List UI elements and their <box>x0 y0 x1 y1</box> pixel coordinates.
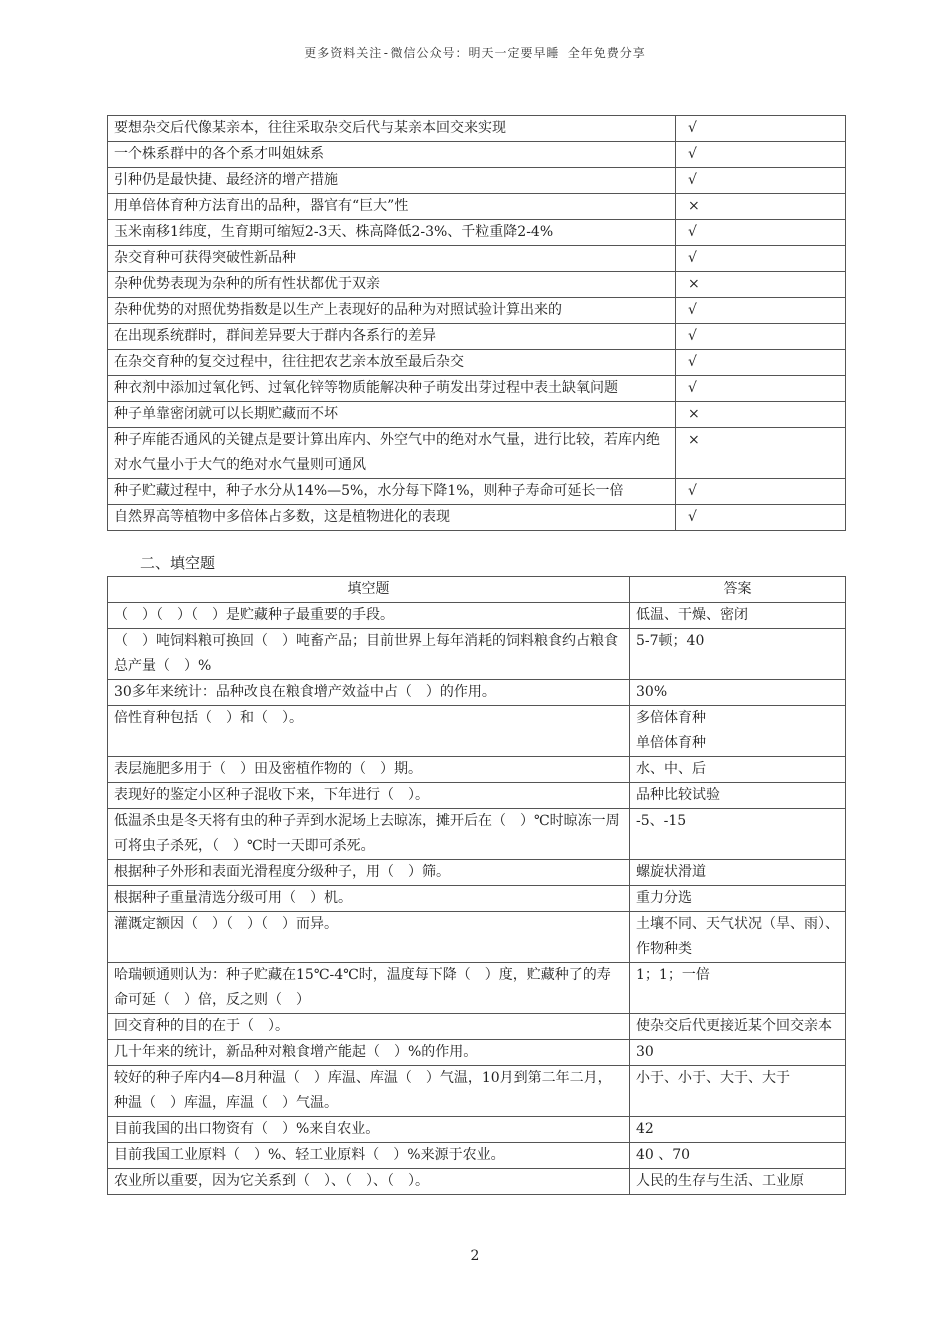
answer-cell: √ <box>676 142 846 168</box>
table-row <box>108 220 846 246</box>
table-row <box>108 706 846 757</box>
table-row <box>108 116 846 142</box>
answer-cell: 螺旋状滑道 <box>630 860 846 886</box>
question-cell: 农业所以重要，因为它关系到（ ）、（ ）、（ ）。 <box>108 1169 630 1195</box>
answer-cell: √ <box>676 324 846 350</box>
answer-cell: √ <box>676 350 846 376</box>
question-cell: 哈瑞顿通则认为：种子贮藏在15℃-4℃时，温度每下降（ ）度，贮藏种了的寿命可延（ ）倍，反之则（ ） <box>108 963 630 1014</box>
question-cell: 较好的种子库内4—8月种温（ ）库温、库温（ ）气温，10月到第二年二月，种温（ ）库温，库温（ ）气温。 <box>108 1066 630 1117</box>
fill-blank-table <box>107 576 846 1195</box>
question-cell: 目前我国的出口物资有（ ）%来自农业。 <box>108 1117 630 1143</box>
answer-cell: 低温、干燥、密闭 <box>630 603 846 629</box>
question-cell: 种子贮藏过程中，种子水分从14%—5%，水分每下降1%，则种子寿命可延长一倍 <box>108 479 676 505</box>
table-row <box>108 402 846 428</box>
question-cell: 要想杂交后代像某亲本，往往采取杂交后代与某亲本回交来实现 <box>108 116 676 142</box>
answer-cell: 水、中、后 <box>630 757 846 783</box>
answer-cell: 土壤不同、天气状况（旱、雨）、作物种类 <box>630 912 846 963</box>
answer-cell: 人民的生存与生活、工业原 <box>630 1169 846 1195</box>
question-cell: 杂种优势表现为杂种的所有性状都优于双亲 <box>108 272 676 298</box>
table-row <box>108 629 846 680</box>
question-cell: 一个株系群中的各个系才叫姐妹系 <box>108 142 676 168</box>
answer-cell: -5、-15 <box>630 809 846 860</box>
question-cell: 根据种子外形和表面光滑程度分级种子，用（ ）筛。 <box>108 860 630 886</box>
answer-cell: √ <box>676 246 846 272</box>
question-cell: 在出现系统群时，群间差异要大于群内各系行的差异 <box>108 324 676 350</box>
answer-cell: √ <box>676 376 846 402</box>
question-cell: 在杂交育种的复交过程中，往往把农艺亲本放至最后杂交 <box>108 350 676 376</box>
true-false-body <box>108 116 846 531</box>
table-row <box>108 860 846 886</box>
table-row <box>108 912 846 963</box>
fill-blank-body <box>108 603 846 1195</box>
answer-cell: 重力分选 <box>630 886 846 912</box>
answer-cell: × <box>676 428 846 479</box>
table-row <box>108 376 846 402</box>
question-cell: 种衣剂中添加过氧化钙、过氧化锌等物质能解决种子萌发出芽过程中表土缺氧问题 <box>108 376 676 402</box>
question-cell: 引种仍是最快捷、最经济的增产措施 <box>108 168 676 194</box>
question-cell: （ ）吨饲料粮可换回（ ）吨畜产品；目前世界上每年消耗的饲料粮食约占粮食总产量（ ）% <box>108 629 630 680</box>
question-cell: 用单倍体育种方法育出的品种，器官有“巨大”性 <box>108 194 676 220</box>
answer-cell: 30 <box>630 1040 846 1066</box>
answer-cell: √ <box>676 220 846 246</box>
question-cell: 表层施肥多用于（ ）田及密植作物的（ ）期。 <box>108 757 630 783</box>
question-cell: 种子单靠密闭就可以长期贮藏而不坏 <box>108 402 676 428</box>
page-header: 更多资料关注-微信公众号：明天一定要早睡 全年免费分享 <box>304 46 646 60</box>
answer-cell: √ <box>676 168 846 194</box>
column-header-question: 填空题 <box>108 577 630 603</box>
column-header-answer: 答案 <box>630 577 846 603</box>
question-cell: 根据种子重量清选分级可用（ ）机。 <box>108 886 630 912</box>
question-cell: （ ）（ ）（ ）是贮藏种子最重要的手段。 <box>108 603 630 629</box>
answer-cell: 42 <box>630 1117 846 1143</box>
answer-cell: √ <box>676 505 846 531</box>
table-row <box>108 298 846 324</box>
answer-cell: 40 、70 <box>630 1143 846 1169</box>
table-row <box>108 272 846 298</box>
table-row <box>108 680 846 706</box>
answer-cell: × <box>676 272 846 298</box>
answer-cell: 使杂交后代更接近某个回交亲本 <box>630 1014 846 1040</box>
answer-cell: √ <box>676 116 846 142</box>
table-row <box>108 809 846 860</box>
answer-cell: 5-7顿；40 <box>630 629 846 680</box>
table-row <box>108 1040 846 1066</box>
answer-cell: 多倍体育种 单倍体育种 <box>630 706 846 757</box>
question-cell: 灌溉定额因（ ）（ ）（ ）而异。 <box>108 912 630 963</box>
question-cell: 倍性育种包括（ ）和（ ）。 <box>108 706 630 757</box>
answer-cell: × <box>676 402 846 428</box>
question-cell: 杂交育种可获得突破性新品种 <box>108 246 676 272</box>
true-false-table <box>107 115 846 531</box>
answer-cell: 30% <box>630 680 846 706</box>
table-row <box>108 505 846 531</box>
question-cell: 30多年来统计：品种改良在粮食增产效益中占（ ）的作用。 <box>108 680 630 706</box>
answer-cell: × <box>676 194 846 220</box>
question-cell: 种子库能否通风的关键点是要计算出库内、外空气中的绝对水气量，进行比较，若库内绝对水气量小于大气的绝对水气量则可通风 <box>108 428 676 479</box>
table-row <box>108 757 846 783</box>
answer-cell: √ <box>676 479 846 505</box>
table-row <box>108 142 846 168</box>
page-number: 2 <box>470 1248 480 1264</box>
answer-cell: 1；1；一倍 <box>630 963 846 1014</box>
table-row <box>108 428 846 479</box>
table-row <box>108 1014 846 1040</box>
table-row <box>108 603 846 629</box>
question-cell: 表现好的鉴定小区种子混收下来，下年进行（ ）。 <box>108 783 630 809</box>
table-row <box>108 886 846 912</box>
answer-cell: 小于、小于、大于、大于 <box>630 1066 846 1117</box>
table-row <box>108 1117 846 1143</box>
table-header-row <box>108 577 846 603</box>
table-row <box>108 168 846 194</box>
section-title: 二、填空题 <box>140 554 216 572</box>
question-cell: 玉米南移1纬度，生育期可缩短2-3天、株高降低2-3%、千粒重降2-4% <box>108 220 676 246</box>
answer-cell: 品种比较试验 <box>630 783 846 809</box>
table-row <box>108 479 846 505</box>
table-row <box>108 1169 846 1195</box>
question-cell: 几十年来的统计，新品种对粮食增产能起（ ）%的作用。 <box>108 1040 630 1066</box>
table-row <box>108 246 846 272</box>
question-cell: 自然界高等植物中多倍体占多数，这是植物进化的表现 <box>108 505 676 531</box>
question-cell: 目前我国工业原料（ ）%、轻工业原料（ ）%来源于农业。 <box>108 1143 630 1169</box>
table-row <box>108 963 846 1014</box>
question-cell: 杂种优势的对照优势指数是以生产上表现好的品种为对照试验计算出来的 <box>108 298 676 324</box>
table-row <box>108 783 846 809</box>
table-row <box>108 350 846 376</box>
table-row <box>108 1066 846 1117</box>
table-row <box>108 1143 846 1169</box>
table-row <box>108 324 846 350</box>
answer-cell: √ <box>676 298 846 324</box>
table-row <box>108 194 846 220</box>
question-cell: 回交育种的目的在于（ ）。 <box>108 1014 630 1040</box>
question-cell: 低温杀虫是冬天将有虫的种子弄到水泥场上去晾冻，摊开后在（ ）℃时晾冻一周可将虫子杀死，（ ）℃时一天即可杀死。 <box>108 809 630 860</box>
